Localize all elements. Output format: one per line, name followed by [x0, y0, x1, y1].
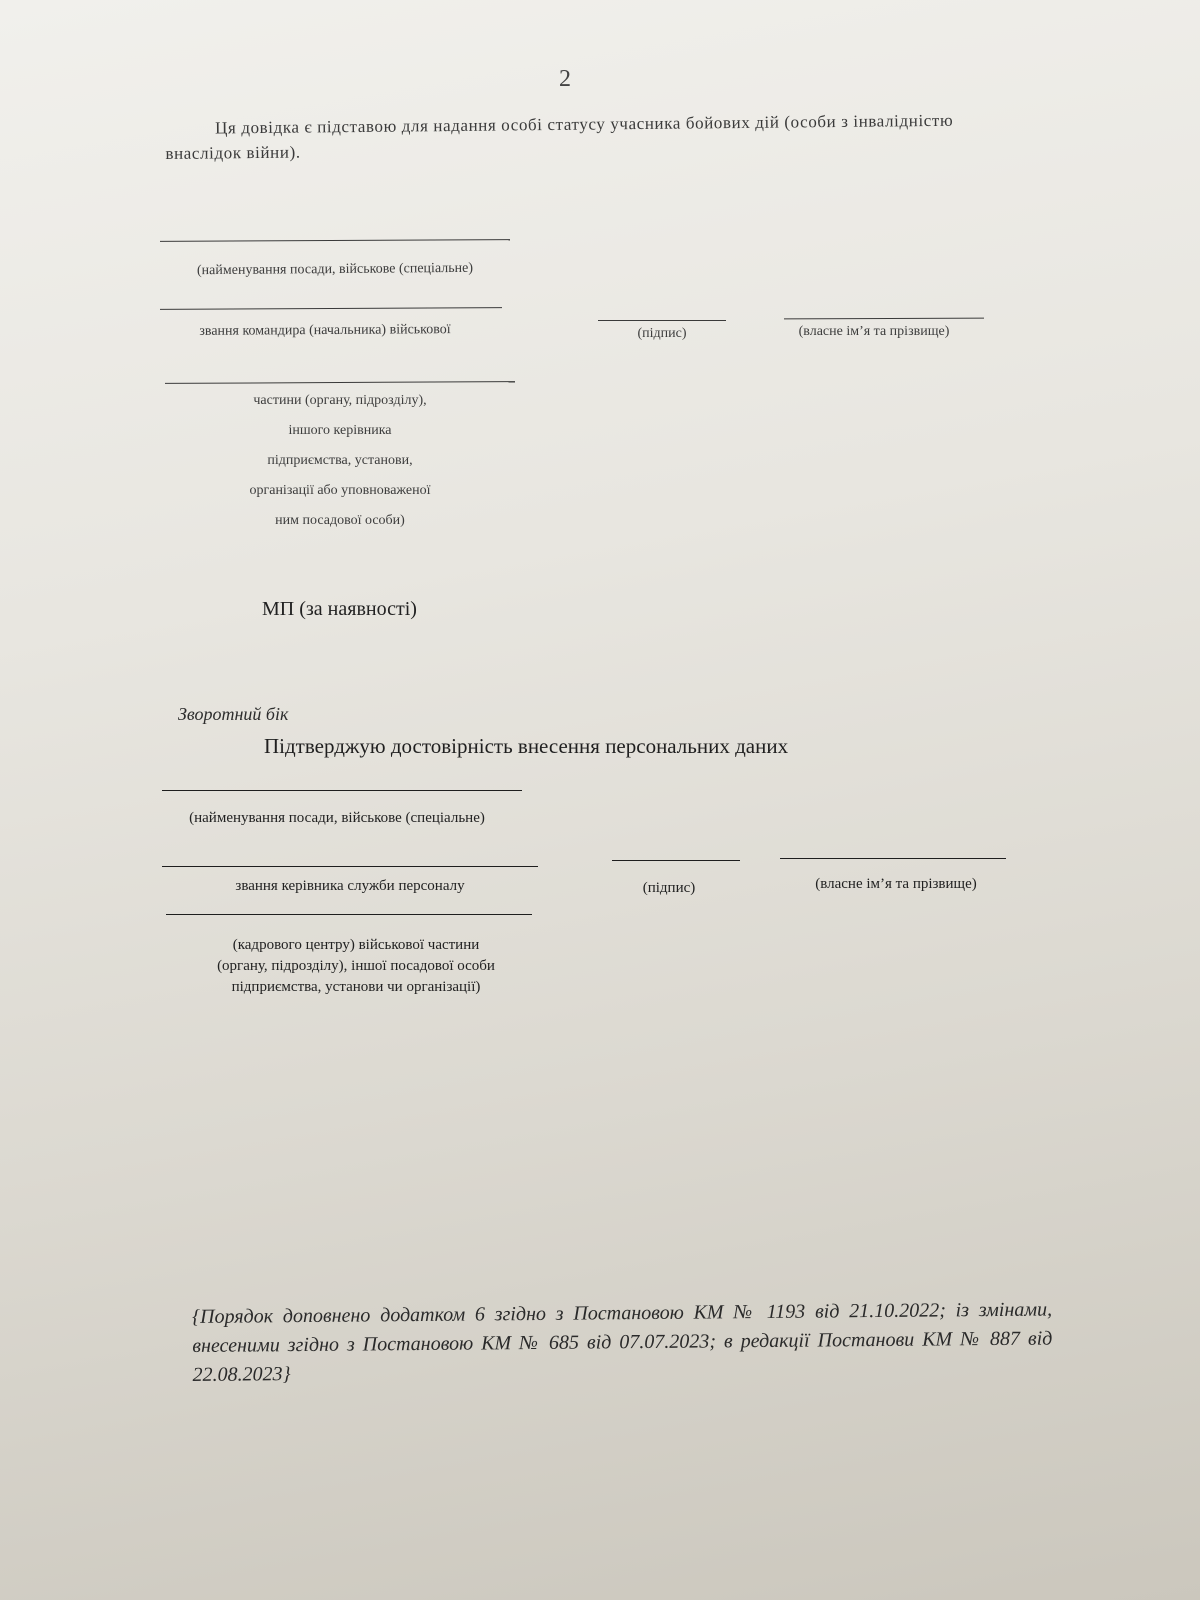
back-position-line — [162, 790, 522, 791]
unit-caption-line: іншого керівника — [288, 423, 392, 438]
back-signature-line — [612, 860, 740, 861]
signature-line — [598, 320, 726, 321]
confirm-statement: Підтверджую достовірність внесення персональних даних — [264, 734, 789, 758]
position-caption: (найменування посади, військове (спеціальне) — [196, 260, 474, 279]
back-center-caption-line: (органу, підрозділу), іншої посадової особи — [217, 958, 495, 974]
back-rank-line — [162, 866, 538, 867]
name-caption: (власне ім’я та прізвище) — [798, 324, 950, 339]
back-signature-caption: (підпис) — [642, 880, 696, 896]
back-center-caption-block — [166, 935, 546, 998]
back-name-line — [780, 858, 1006, 859]
page-number: 2 — [559, 66, 571, 92]
signature-caption: (підпис) — [637, 326, 687, 341]
footnote: {Порядок доповнено додатком 6 згідно з Постановою КМ № 1193 від 21.10.2022; із змінами, внесеними згідно з Постановою КМ № 685 від 07.07.2023; в редакції Постанови КМ № 887 від 22.08.2023} — [192, 1298, 1053, 1386]
name-line — [784, 318, 984, 320]
back-rank-caption: звання керівника служби персоналу — [235, 878, 465, 894]
rank-line — [160, 307, 502, 310]
unit-caption-line: частини (органу, підрозділу), — [253, 393, 427, 408]
back-position-caption: (найменування посади, військове (спеціальне) — [189, 810, 485, 826]
rank-caption: звання командира (начальника) військової — [199, 322, 451, 339]
back-center-line — [166, 914, 532, 915]
intro-text: Ця довідка є підставою для надання особі статусу учасника бойових дій (особи з інвалідністю внаслідок війни). — [165, 110, 954, 163]
back-name-caption: (власне ім’я та прізвище) — [815, 876, 977, 892]
back-center-caption-line: підприємства, установи чи організації) — [231, 979, 481, 995]
unit-caption-line: організації або уповноваженої — [249, 483, 431, 498]
unit-caption-line: ним посадової особи) — [275, 513, 405, 528]
unit-caption-line: підприємства, установи, — [267, 453, 413, 468]
position-line — [160, 239, 510, 242]
back-side-title: Зворотний бік — [178, 704, 289, 724]
intro-paragraph — [165, 108, 965, 166]
stamp-label: МП (за наявності) — [262, 598, 417, 620]
back-center-caption-line: (кадрового центру) військової частини — [232, 937, 480, 953]
unit-caption-block — [190, 386, 490, 536]
unit-line — [165, 381, 515, 384]
